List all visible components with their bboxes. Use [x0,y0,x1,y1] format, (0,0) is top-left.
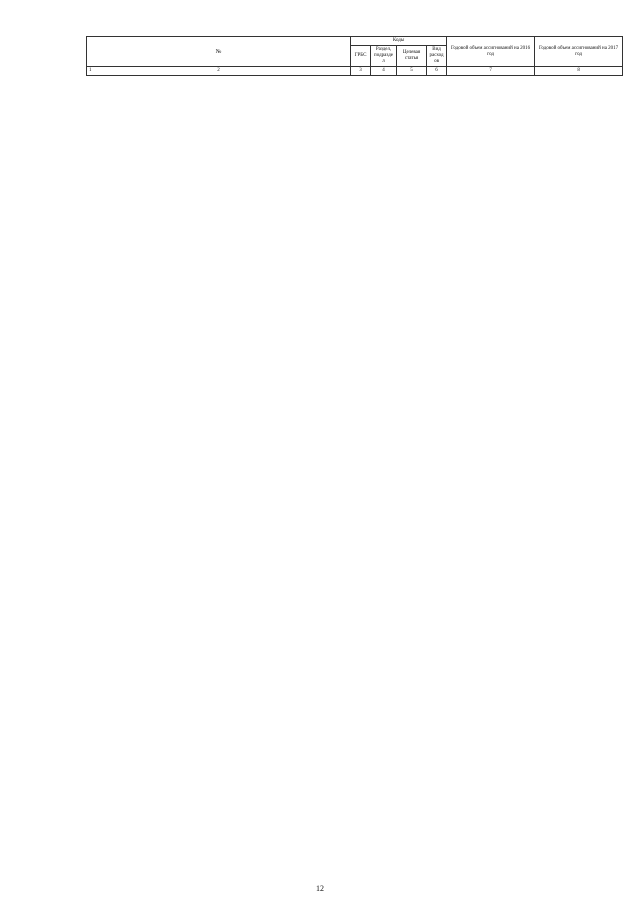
header-expense-type: Вид расходов [427,46,447,67]
column-number: 4 [371,67,397,76]
header-amount-2017: Годовой объем ассигнований на 2017 год [535,37,623,67]
column-number: 6 [427,67,447,76]
column-number: 2 [87,67,351,76]
budget-table: № Коды Годовой объем ассигнований на 2016 год Годовой объем ассигнований на 2017 год ГРБС Раздел, подраздел Целевая статья Вид расходов 1 2 3 4 5 6 7 8 [86,36,623,76]
budget-sheet [86,36,622,76]
column-number: 5 [397,67,427,76]
header-section: Раздел, подраздел [371,46,397,67]
header-target-article: Целевая статья [397,46,427,67]
page-number: 12 [316,884,324,893]
header-amount-2016: Годовой объем ассигнований на 2016 год [447,37,535,67]
column-number: 8 [535,67,623,76]
header-grbs: ГРБС [351,46,371,67]
header-codes-group: Коды [351,37,447,46]
column-number: 3 [351,67,371,76]
column-number: 7 [447,67,535,76]
header-number: № [87,37,351,67]
